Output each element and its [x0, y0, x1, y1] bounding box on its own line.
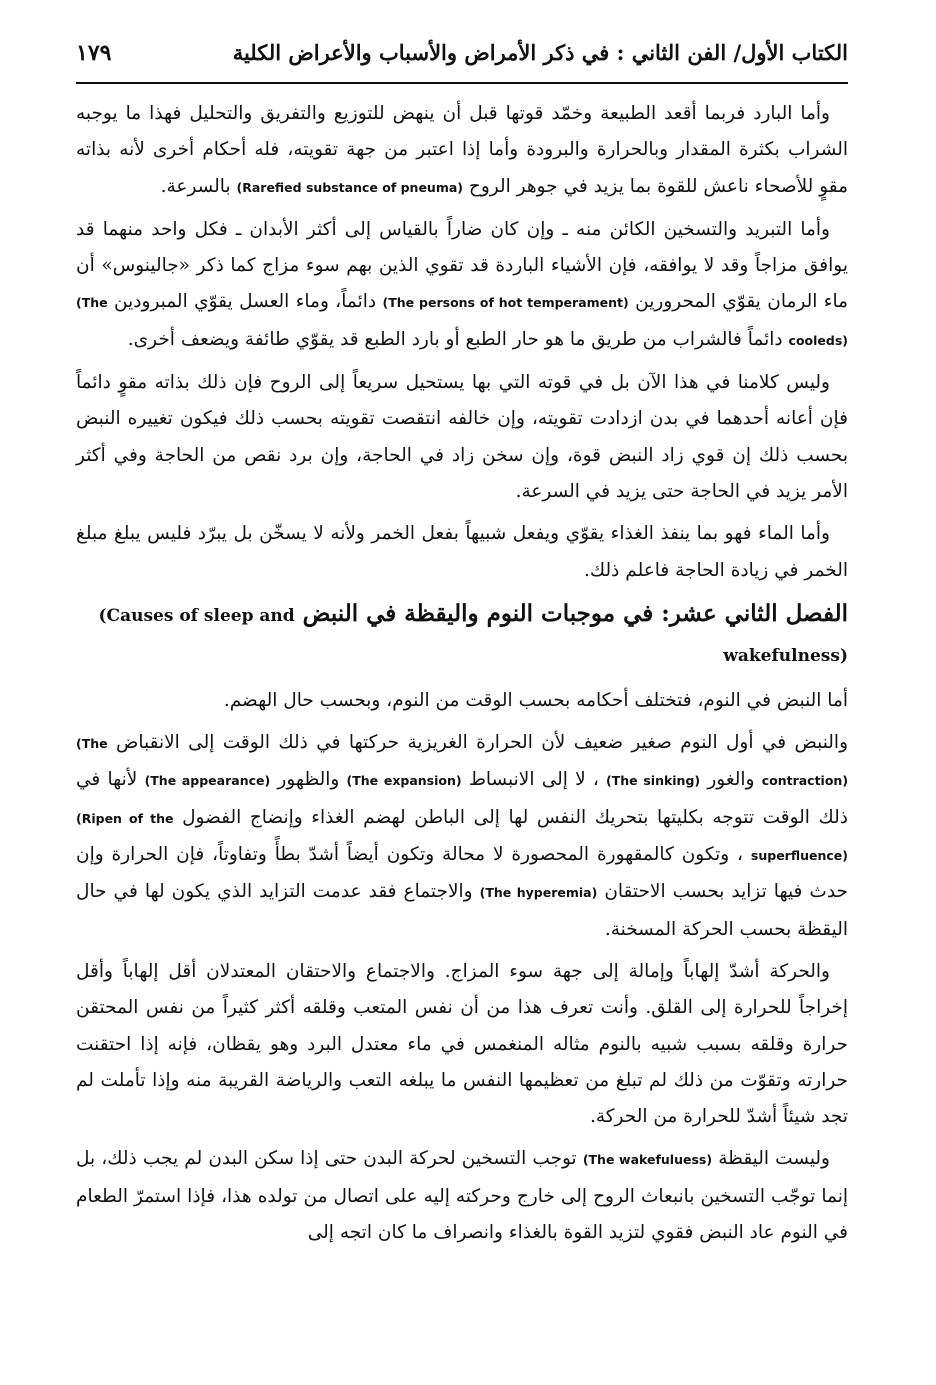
section-heading-arabic: الفصل الثاني عشر: في موجبات النوم واليقظة في النبض — [302, 599, 848, 627]
english-gloss: (The appearance) — [144, 773, 271, 789]
paragraph-1: وأما البارد فربما أقعد الطبيعة وخمّد قوتها قبل أن ينهض للتوزيع والتفريق والتحليل فهذا ما يوجبه الشراب بكثرة المقدار وبالحرارة والبرودة وأما إذا اعتبر من جهة تقويته، فله أحكام أخرى لأنه بذاته مقوٍ للأصحاء ناعش للقوة بما يزيد في جوهر الروح (Rarefied substance of pneuma) بالسرعة. — [76, 103, 848, 197]
english-gloss: (The contraction) — [76, 736, 849, 789]
running-title: الكتاب الأول/ الفن الثاني : في ذكر الأمراض والأسباب والأعراض الكلية — [232, 40, 848, 65]
paragraph-3: وليس كلامنا في هذا الآن بل في قوته التي بها يستحيل سريعاً إلى الروح فإن ذلك بذاته مقوٍ دائماً فإن أعانه أحدهما في بدن ازدادت تقويته، وإن خالفه انتقصت تقويته بحسب ذلك فيكون تغييره النبض بحسب ذلك إن قوي زاد النبض قوة، وإن سخن زاد في الحاجة، وإن برد نقص من الحاجة وفي أكثر الأمر يزيد في الحاجة حتى يزيد في السرعة. — [76, 372, 848, 502]
page-body — [76, 84, 848, 1251]
section-paragraph-3: والحركة أشدّ إلهاباً وإمالة إلى جهة سوء المزاج. والاجتماع والاحتقان المعتدلان أقل إلهاباً وأقل إخراجاً للحرارة إلى القلق. وأنت تعرف هذا من أن نفس المتعب وقلقه أكثر كثيراً من نفس المحتقن حرارة وقلقه بسبب شبيه بالنوم مثاله المنغمس في ماء معتدل البرد وهو يقظان، فإنه إذا احتقنت حرارته وتقوّت من ذلك لم تبلغ من تعظيمها النفس ما يبلغه التعب والرياضة القريبة منه وإذا تأملت لم تجد شيئاً أشدّ للحرارة من الحركة. — [76, 960, 848, 1128]
english-gloss: (The persons of hot temperament) — [382, 295, 629, 311]
section-paragraph-2: والنبض في أول النوم صغير ضعيف لأن الحرارة الغريزية حركتها في ذلك الوقت إلى الانقباض (The contraction) والغور (The sinking) ، لا إلى الانبساط (The expansion) والظهور (The appearance) لأنها في ذلك الوقت تتوجه بكليتها بتحريك النفس لها إلى الباطن لهضم الغذاء وإنضاج الفضول (Ripen of the superfluence) ، وتكون كالمقهورة المحصورة لا محالة وتكون أيضاً أشدّ بطأً وتفاوتاً، فإن الحرارة وإن حدث فيها تزايد بحسب الاحتقان (The hyperemia) والاجتماع فقد عدمت التزايد الذي يكون لها في حال اليقظة بحسب الحركة المسخنة. — [76, 732, 849, 940]
english-gloss: (The hyperemia) — [479, 885, 598, 901]
section-heading — [76, 595, 848, 675]
page-header — [76, 32, 848, 84]
document-page — [76, 32, 848, 1257]
english-gloss: (The cooleds) — [76, 295, 848, 348]
english-gloss: (The wakefuluess) — [582, 1152, 713, 1168]
english-gloss: (Rarefied substance of pneuma) — [236, 179, 464, 195]
paragraph-4: وأما الماء فهو بما ينفذ الغذاء يقوّي ويفعل شبيهاً بفعل الخمر ولأنه لا يسخّن بل يبرّد فليس يبلغ مبلغ الخمر في زيادة الحاجة فاعلم ذلك. — [76, 523, 848, 581]
paragraph-2: وأما التبريد والتسخين الكائن منه ـ وإن كان ضاراً بالقياس إلى أكثر الأبدان ـ فكل واحد منهما قد يوافق مزاجاً وقد لا يوافقه، فإن الأشياء الباردة قد تقوي الذين بهم سوء مزاج كما ذكر «جالينوس» أن ماء الرمان يقوّي المحرورين (The persons of hot temperament) دائماً، وماء العسل يقوّي المبرودين (The cooleds) دائماً فالشراب من طريق ما هو حار الطبع أو بارد الطبع قد يقوّي طائفة ويضعف أخرى. — [76, 218, 849, 350]
section-paragraph-1: أما النبض في النوم، فتختلف أحكامه بحسب الوقت من النوم، وبحسب حال الهضم. — [223, 689, 848, 711]
english-gloss: (The sinking) — [606, 773, 701, 789]
english-gloss: (The expansion) — [346, 773, 462, 789]
section-heading-english: (Causes of sleep and wakefulness) — [98, 605, 848, 666]
english-gloss: (Ripen of the superfluence) — [76, 810, 848, 864]
section-paragraph-4: وليست اليقظة (The wakefuluess) توجب التسخين لحركة البدن حتى إذا سكن البدن لم يجب ذلك، بل إنما توجّب التسخين بانبعاث الروح إلى خارج وحركته إليه على اتصال من تولده هذا، فإذا استمرّ الطعام في النوم عاد النبض فقوي لتزيد القوة بالغذاء وانصراف ما كان اتجه إلى — [76, 1148, 848, 1244]
page-number: ١٧٩ — [76, 40, 112, 66]
